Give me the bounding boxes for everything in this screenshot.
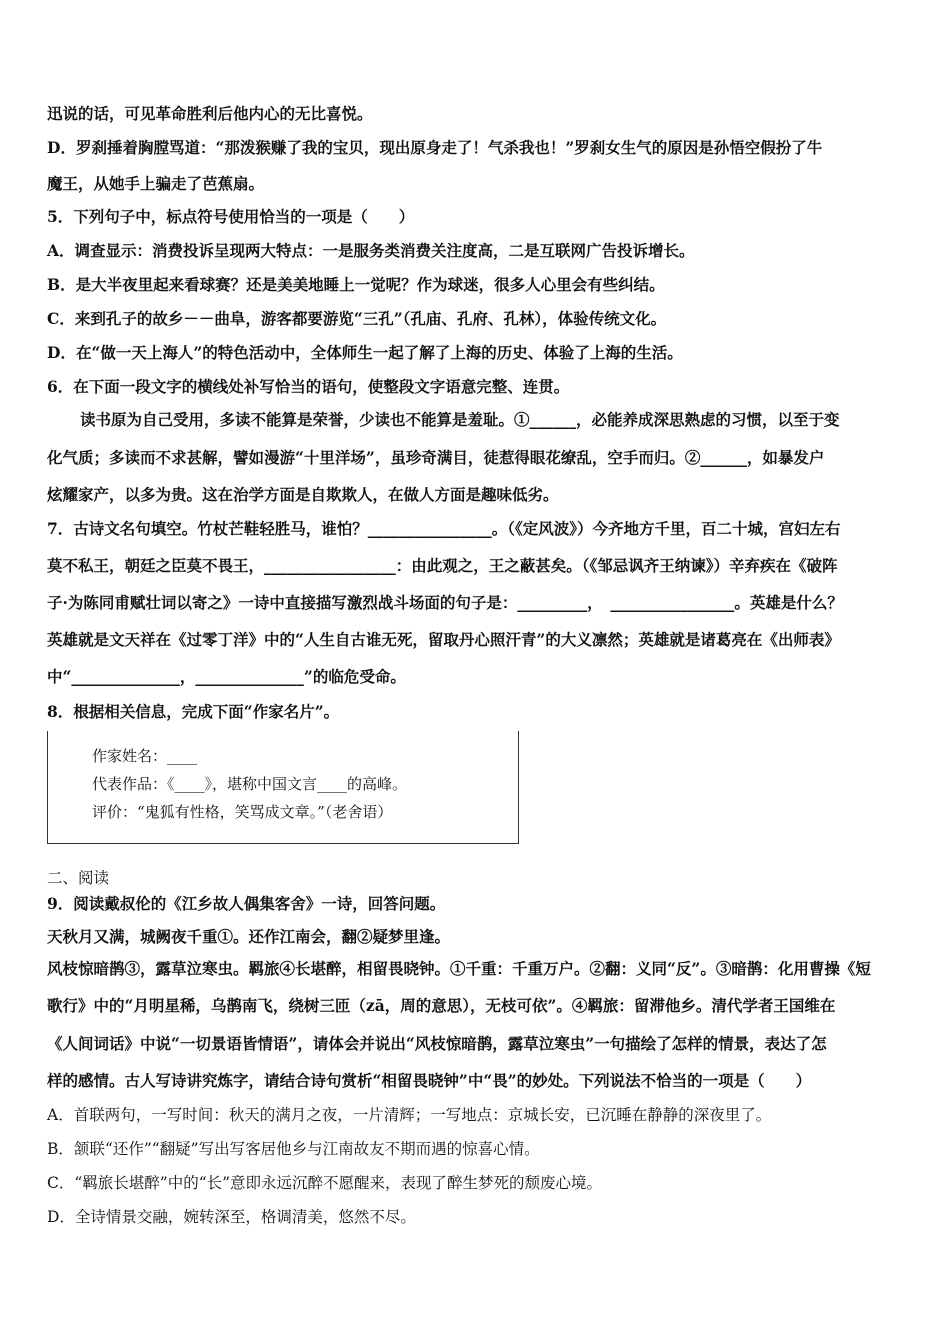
q6-paragraph-line: 炫耀家产，以多为贵。这在治学方面是自欺欺人，在做人方面是趣味低劣。	[47, 485, 559, 504]
question-6: 6．在下面一段文字的横线处补写恰当的语句，使整段文字语意完整、连贯。	[47, 377, 570, 396]
text-line: 魔王，从她手上骗走了芭蕉扇。	[47, 174, 265, 193]
section-heading: 二、阅读	[47, 869, 110, 887]
card-review: 评价：“鬼狐有性格，笑骂成文章。”（老舍语）	[92, 803, 393, 821]
q5-option-d: D．在“做一天上海人”的特色活动中，全体师生一起了解了上海的历史、体验了上海的生活。	[47, 343, 683, 362]
q4-option-d: D．罗刹捶着胸膛骂道：“那泼猴赚了我的宝贝，现出原身走了！气杀我也！”罗刹女生气的原因是孙悟空假扮了牛	[47, 138, 823, 157]
question-9: 9．阅读戴叔伦的《江乡故人偶集客舍》一诗，回答问题。	[47, 894, 446, 913]
card-representative-works: 代表作品：《____》，堪称中国文言____的高峰。	[92, 775, 408, 793]
poem-notes-line: 风枝惊暗鹊③，露草泣寒虫。羁旅④长堪醉，相留畏晓钟。①千重：千重万户。②翻：义同“反”。③暗鹊：化用曹操《短	[47, 959, 871, 978]
poem-line: 天秋月又满，城阙夜千重①。还作江南会，翻②疑梦里逢。	[47, 927, 451, 946]
q9-option-a: A．首联两句，一写时间：秋天的满月之夜，一片清辉；一写地点：京城长安，已沉睡在静静的深夜里了。	[47, 1106, 772, 1124]
q6-paragraph-line: 化气质；多读而不求甚解，譬如漫游“十里洋场”，虽珍奇满目，徒惹得眼花缭乱，空手而归。②______，如暴发户	[47, 448, 825, 467]
card-author-name: 作家姓名：____	[92, 747, 198, 765]
q9-option-c: C．“羁旅长堪醉”中的“长”意即永远沉醉不愿醒来，表现了醉生梦死的颓废心境。	[47, 1174, 603, 1192]
q9-option-b: B．颔联“还作”“翻疑”写出写客居他乡与江南故友不期而遇的惊喜心情。	[47, 1140, 540, 1158]
q7-line: 莫不私王，朝廷之臣莫不畏王，_________________：由此观之，王之蔽甚矣。（《邹忌讽齐王纳谏》）辛弃疾在《破阵	[47, 556, 838, 575]
q7-line: 子·为陈同甫赋壮词以寄之》一诗中直接描写激烈战斗场面的句子是：_________， ________________。英雄是什么？	[47, 593, 843, 612]
q5-option-c: C．来到孔子的故乡－－曲阜，游客都要游览“三孔”（孔庙、孔府、孔林），体验传统文化。	[47, 309, 667, 328]
question-5: 5．下列句子中，标点符号使用恰当的一项是（ ）	[47, 207, 415, 226]
author-card-box	[47, 731, 519, 844]
q5-option-b: B．是大半夜里起来看球赛？还是美美地睡上一觉呢？作为球迷，很多人心里会有些纠结。	[47, 275, 665, 294]
poem-notes-line: 样的感情。古人写诗讲究炼字，请结合诗句赏析“相留畏晓钟”中“畏”的妙处。下列说法不恰当的一项是（ ）	[47, 1071, 812, 1090]
q5-option-a: A．调查显示：消费投诉呈现两大特点：一是服务类消费关注度高，二是互联网广告投诉增长。	[47, 241, 695, 260]
q7-line: 英雄就是文天祥在《过零丁洋》中的“人生自古谁无死，留取丹心照汗青”的大义凛然；英雄就是诸葛亮在《出师表》	[47, 630, 840, 649]
question-7: 7．古诗文名句填空。竹杖芒鞋轻胜马，谁怕？________________。（《定风波》）今齐地方千里，百二十城，宫妇左右	[47, 519, 841, 538]
question-8: 8．根据相关信息，完成下面“作家名片”。	[47, 702, 340, 721]
text-line: 迅说的话，可见革命胜利后他内心的无比喜悦。	[47, 104, 373, 123]
q7-line: 中“______________，______________”的临危受命。	[47, 667, 406, 686]
poem-notes-line: 《人间词话》中说“一切景语皆情语”，请体会并说出“风枝惊暗鹊，露草泣寒虫”一句描绘了怎样的情景，表达了怎	[47, 1034, 827, 1053]
q9-option-d: D．全诗情景交融，婉转深至，格调清美，悠然不尽。	[47, 1208, 416, 1226]
q6-paragraph-line: 读书原为自己受用，多读不能算是荣誉，少读也不能算是羞耻。①______，必能养成深思熟虑的习惯，以至于变	[80, 410, 840, 429]
poem-notes-line: 歌行》中的“月明星稀，乌鹊南飞，绕树三匝（zā，周的意思），无枝可依”。④羁旅：留滞他乡。清代学者王国维在	[47, 996, 836, 1015]
